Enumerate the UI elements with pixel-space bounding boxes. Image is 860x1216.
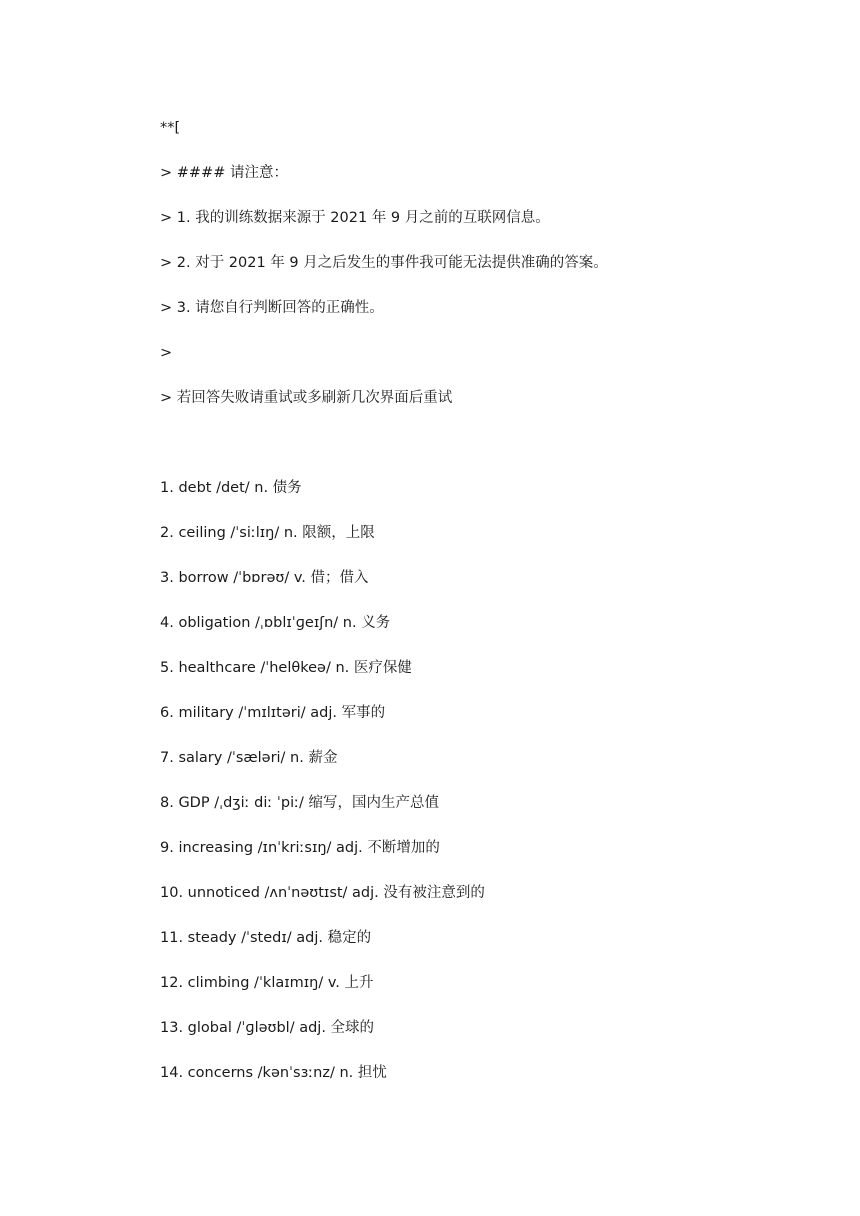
notice-blank-quote: > — [160, 345, 173, 361]
notice-item: > 3. 请您自行判断回答的正确性。 — [160, 300, 384, 316]
vocab-item: 6. military /ˈmɪlɪtəri/ adj. 军事的 — [160, 705, 386, 721]
vocab-item: 8. GDP /ˌdʒiː diː ˈpiː/ 缩写，国内生产总值 — [160, 795, 439, 811]
vocab-item: 9. increasing /ɪnˈkriːsɪŋ/ adj. 不断增加的 — [160, 840, 440, 856]
vocab-item: 11. steady /ˈstedɪ/ adj. 稳定的 — [160, 930, 372, 946]
notice-item: > 2. 对于 2021 年 9 月之后发生的事件我可能无法提供准确的答案。 — [160, 255, 608, 271]
vocab-item: 5. healthcare /ˈhelθkeə/ n. 医疗保健 — [160, 660, 412, 676]
vocab-item: 7. salary /ˈsæləri/ n. 薪金 — [160, 750, 338, 766]
vocab-item: 12. climbing /ˈklaɪmɪŋ/ v. 上升 — [160, 975, 374, 991]
notice-item: > 1. 我的训练数据来源于 2021 年 9 月之前的互联网信息。 — [160, 210, 550, 226]
vocab-item: 4. obligation /ˌɒblɪˈɡeɪʃn/ n. 义务 — [160, 615, 391, 631]
vocab-item: 1. debt /det/ n. 债务 — [160, 480, 302, 496]
notice-retry: > 若回答失败请重试或多刷新几次界面后重试 — [160, 390, 453, 406]
header-marker: **[ — [160, 120, 181, 136]
notice-title: > #### 请注意： — [160, 165, 288, 181]
vocab-item: 3. borrow /ˈbɒrəʊ/ v. 借；借入 — [160, 570, 369, 586]
vocab-item: 2. ceiling /ˈsiːlɪŋ/ n. 限额，上限 — [160, 525, 375, 541]
vocab-item: 14. concerns /kənˈsɜːnz/ n. 担忧 — [160, 1065, 387, 1081]
vocab-item: 10. unnoticed /ʌnˈnəʊtɪst/ adj. 没有被注意到的 — [160, 885, 485, 901]
vocab-item: 13. global /ˈɡləʊbl/ adj. 全球的 — [160, 1020, 375, 1036]
